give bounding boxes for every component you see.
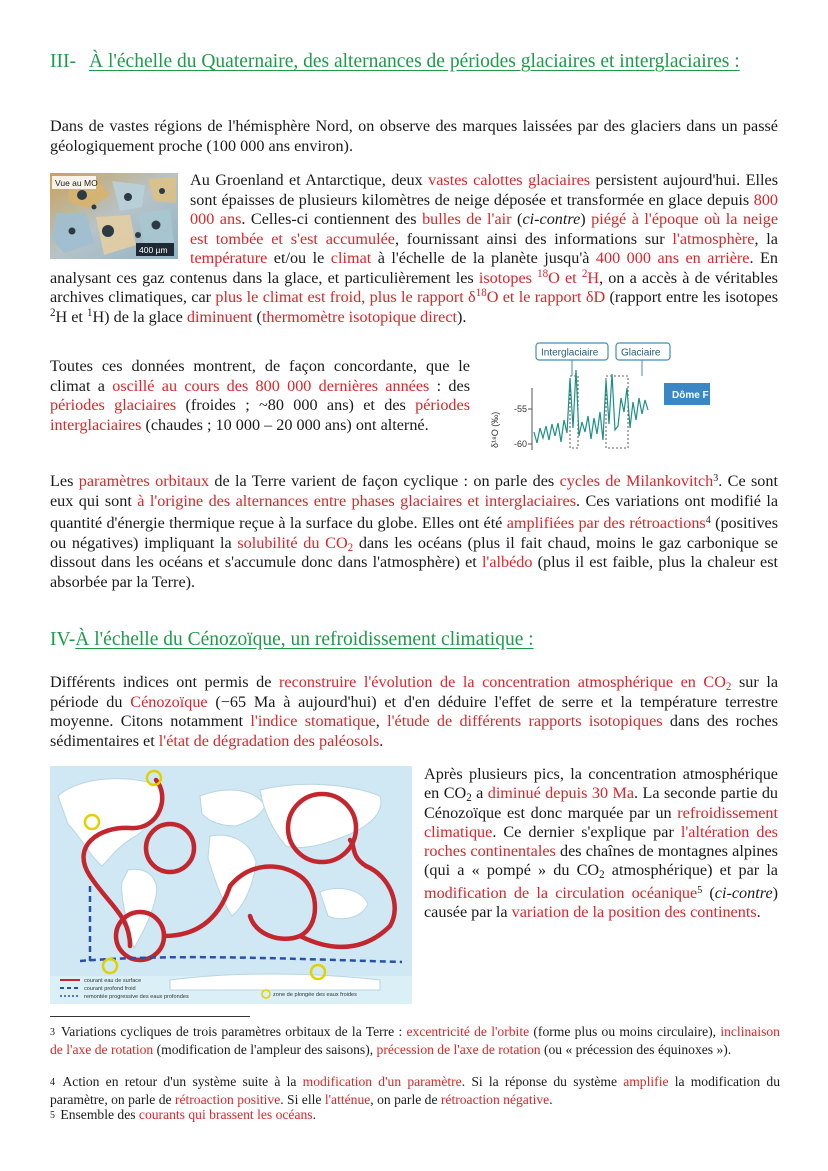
section-4-title: À l'échelle du Cénozoïque, un refroidissement climatique : bbox=[75, 629, 534, 650]
oscillation-paragraph: Toutes ces données montrent, de façon concordante, que le climat a oscillé au cours des 800 000 dernières années : des périodes glaciaires (froides ; ~80 000 ans) et des périodes interglaciaires (chaudes ; 10 000 – 20 000 ans) ont alterné. bbox=[50, 357, 470, 434]
ice-paragraph: Vue au MO 400 µm Au Groenland et Antarctique, deux vastes calottes glaciaires persistent aujourd'hui. Elles sont épaisses de plusieurs kilomètres de neige déposée et transformée en glace depuis 800 000 ans. Celles-ci contiennent des bulles de l'air (ci-contre) piégé à l'époque où la neige est tombée et s'est accumulée, fournissant ainsi des informations sur l'atmosphère, la température et/ou le climat à l'échelle de la planète jusqu'à 400 000 ans en arrière. En analysant ces gaz contenus dans la glace, et particulièrement les isotopes $^{18}$O et $^2$H, on a accès à de véritables archives climatiques, car plus le climat est froid, plus le rapport $\delta^{18}O$ et le rapport δD (rapport entre les isotopes $^2$H et $^1$H) de la glace diminuent (thermomètre isotopique direct). bbox=[50, 171, 779, 326]
milankovitch-paragraph: Les paramètres orbitaux de la Terre varient de façon cyclique : on parle des cycles de Milankovitch$^3$. Ce sont eux qui sont à l'origine des alternances entre phases glaciaires et interglaciaires. Ces variations ont modifié la quantité d'énergie thermique reçue à la surface du globe. Elles ont été amplifiées par des rétroactions$^4$ (positives ou négatives) impliquant la solubilité du $CO_2$ dans les océans (plus il fait chaud, moins le gaz carbonique se dissout dans les océans et s'accumule donc dans l'atmosphère) et l'albédo (plus il est faible, plus la chaleur est absorbée par la Terre). bbox=[50, 472, 779, 591]
glaciaire-label: Glaciaire bbox=[621, 347, 661, 359]
intro-paragraph: Dans de vastes régions de l'hémisphère Nord, on observe des marques laissées par des glaciers dans un passé géologiquement proche (100 000 ans environ). bbox=[50, 117, 778, 155]
section-3-number: III- bbox=[50, 51, 76, 72]
tick-55: -55 bbox=[514, 404, 528, 414]
section-4-number: IV- bbox=[50, 629, 76, 650]
ice-micrograph-image bbox=[50, 173, 178, 259]
legend-surface: courant eau de surface bbox=[84, 978, 142, 984]
section-3-heading bbox=[50, 50, 778, 74]
footnote-separator bbox=[50, 1016, 250, 1017]
isotope-chart bbox=[484, 340, 710, 458]
micrograph-scale: 400 µm bbox=[139, 245, 168, 255]
chart-ylabel: δ¹⁸O (‰) bbox=[490, 411, 500, 448]
micrograph-label: Vue au MO bbox=[55, 178, 98, 188]
tick-60: -60 bbox=[514, 439, 528, 449]
section-4-heading bbox=[50, 628, 778, 652]
legend-upwelling: remontée progressive des eaux profondes bbox=[84, 994, 189, 1000]
interglaciaire-label: Interglaciaire bbox=[541, 347, 599, 359]
section-3-title: À l'échelle du Quaternaire, des alternances de périodes glaciaires et interglaciaires : bbox=[89, 51, 740, 72]
legend-deep: courant profond froid bbox=[84, 986, 136, 992]
footnote-4: 4 Action en retour d'un système suite à la modification d'un paramètre. Si la réponse du système amplifie la modification du paramètre, on parle de rétroaction positive. Si elle l'atténue, on parle de rétroaction négative. bbox=[50, 1074, 781, 1107]
ocean-circulation-map bbox=[50, 766, 412, 1004]
cooling-paragraph: Après plusieurs pics, la concentration atmosphérique en $CO_2$ a diminué depuis 30 Ma. La seconde partie du Cénozoïque est donc marquée par un refroidissement climatique. Ce dernier s'explique par l'altération des roches continentales des chaînes de montagnes alpines (qui a « pompé » du $CO_2$ atmosphérique) et par la modification de la circulation océanique$^5$ (ci-contre) causée par la variation de la position des continents. bbox=[424, 765, 779, 922]
footnote-5: 5 Ensemble des courants qui brassent les océans. bbox=[50, 1107, 316, 1122]
legend-sinking: zone de plongée des eaux froides bbox=[273, 992, 357, 998]
dome-f-label: Dôme F bbox=[672, 390, 709, 401]
cenozoic-indices-paragraph: Différents indices ont permis de reconstruire l'évolution de la concentration atmosphérique en $CO_2$ sur la période du Cénozoïque (−65 Ma à aujourd'hui) et d'en déduire l'effet de serre et la température terrestre moyenne. Citons notamment l'indice stomatique, l'étude de différents rapports isotopiques dans des roches sédimentaires et l'état de dégradation des paléosols. bbox=[50, 673, 779, 750]
footnote-3: 3 Variations cycliques de trois paramètres orbitaux de la Terre : excentricité de l'orbite (forme plus ou moins circulaire), inclinaison de l'axe de rotation (modification de l'ampleur des saisons), précession de l'axe de rotation (ou « précession des équinoxes »). bbox=[50, 1024, 780, 1057]
